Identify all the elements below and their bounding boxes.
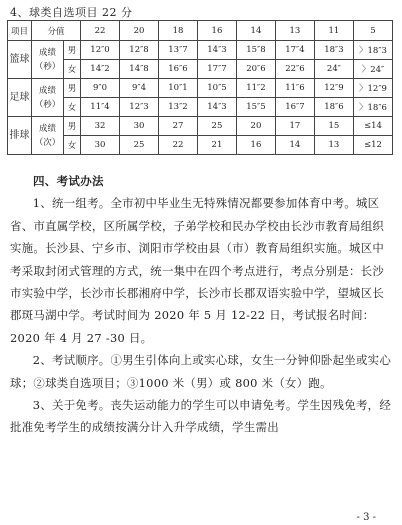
- exam-method-heading: 四、考试办法: [33, 174, 104, 188]
- sport-cell: 篮球: [8, 41, 32, 79]
- score-cell: 14: [275, 136, 314, 155]
- table-row: [8, 79, 393, 98]
- score-cell: 12″0: [81, 41, 120, 60]
- score-cell: 15″8: [236, 41, 275, 60]
- table-header-row: [8, 21, 393, 41]
- header-cell: 14: [236, 21, 275, 41]
- score-cell: ≤12: [353, 136, 392, 155]
- score-cell: 17: [275, 117, 314, 136]
- paragraph: 2、考试顺序。①男生引体向上或实心球，女生一分钟仰卧起坐或实心球；②球类自选项目；③1000 米（男）或 800 米（女）跑。: [10, 353, 392, 390]
- header-cell: 分值: [32, 21, 81, 41]
- score-cell: 11″4: [81, 98, 120, 117]
- table-body: [8, 41, 393, 155]
- score-cell: 14″8: [120, 60, 159, 79]
- score-cell: 17″7: [197, 60, 236, 79]
- gender-cell: 女: [64, 98, 81, 117]
- gender-cell: 男: [64, 117, 81, 136]
- score-cell: 〉12″9: [353, 79, 392, 98]
- gender-cell: 男: [64, 79, 81, 98]
- sport-cell: 排球: [8, 117, 32, 155]
- score-cell: 14″3: [197, 41, 236, 60]
- header-cell: 5: [353, 21, 392, 41]
- score-cell: 13″2: [158, 98, 197, 117]
- header-cell: 16: [197, 21, 236, 41]
- paragraph: 1、统一组考。全市初中毕业生无特殊情况都要参加体育中考。城区省、市直属学校，区所属学校，子弟学校和民办学校由长沙市教育局组织实施。长沙县、宁乡市、浏阳市学校由县（市）教育局组织实施。城区中考采取封闭式管理的方式，统一集中在四个考点进行，考点分别是：长沙市实验中学，长沙市长郡湘府中学，长沙市长郡双语实验中学，望城区长郡斑马湖中学。考试时间为 2020 年 5 月 12-22 日，考试报名时间：2020 年 4 月 27 -30 日。: [10, 196, 385, 345]
- gender-cell: 男: [64, 41, 81, 60]
- body-text: [10, 170, 394, 439]
- score-cell: 〉24″: [353, 60, 392, 79]
- score-cell: 17″4: [275, 41, 314, 60]
- header-cell: 22: [81, 21, 120, 41]
- score-cell: 16″6: [158, 60, 197, 79]
- score-cell: 21: [197, 136, 236, 155]
- score-cell: 9″0: [81, 79, 120, 98]
- page-number: - 3 -: [356, 512, 376, 523]
- unit-cell: 成绩（次）: [32, 117, 64, 155]
- score-cell: 13″7: [158, 41, 197, 60]
- score-cell: 14″3: [197, 98, 236, 117]
- score-cell: 10″5: [197, 79, 236, 98]
- score-cell: ≤14: [353, 117, 392, 136]
- score-cell: 30: [120, 117, 159, 136]
- gender-cell: 女: [64, 60, 81, 79]
- score-cell: 18″3: [314, 41, 353, 60]
- header-cell: 20: [120, 21, 159, 41]
- sport-cell: 足球: [8, 79, 32, 117]
- score-cell: 15: [314, 117, 353, 136]
- unit-cell: 成绩（秒）: [32, 79, 64, 117]
- score-cell: 27: [158, 117, 197, 136]
- table-row: [8, 136, 393, 155]
- score-cell: 9″4: [120, 79, 159, 98]
- score-cell: 20″6: [236, 60, 275, 79]
- score-cell: 12″9: [314, 79, 353, 98]
- score-cell: 25: [197, 117, 236, 136]
- table-row: [8, 60, 393, 79]
- unit-cell: 成绩（秒）: [32, 41, 64, 79]
- score-cell: 11″6: [275, 79, 314, 98]
- score-cell: 〉18″6: [353, 98, 392, 117]
- score-table: [7, 20, 393, 155]
- score-cell: 14″2: [81, 60, 120, 79]
- section-heading: 4、球类自选项目 22 分: [10, 6, 133, 19]
- score-cell: 20: [236, 117, 275, 136]
- score-cell: 10″1: [158, 79, 197, 98]
- score-cell: 16: [236, 136, 275, 155]
- header-cell: 项目: [8, 21, 32, 41]
- score-cell: 12″8: [120, 41, 159, 60]
- gender-cell: 女: [64, 136, 81, 155]
- header-cell: 18: [158, 21, 197, 41]
- table-row: [8, 117, 393, 136]
- score-cell: 〉18″3: [353, 41, 392, 60]
- score-cell: 30: [81, 136, 120, 155]
- score-cell: 22″6: [275, 60, 314, 79]
- score-cell: 22: [158, 136, 197, 155]
- table-row: [8, 98, 393, 117]
- score-cell: 32: [81, 117, 120, 136]
- score-cell: 25: [120, 136, 159, 155]
- score-cell: 13: [314, 136, 353, 155]
- header-cell: 11: [314, 21, 353, 41]
- header-cell: 13: [275, 21, 314, 41]
- score-cell: 15″5: [236, 98, 275, 117]
- table-row: [8, 41, 393, 60]
- score-cell: 24″: [314, 60, 353, 79]
- paragraph: 3、关于免考。丧失运动能力的学生可以申请免考。学生因残免考，经批准免考学生的成绩按满分计入升学成绩，学生需出: [10, 398, 392, 435]
- score-cell: 11″2: [236, 79, 275, 98]
- score-cell: 16″7: [275, 98, 314, 117]
- score-cell: 18″6: [314, 98, 353, 117]
- score-cell: 12″3: [120, 98, 159, 117]
